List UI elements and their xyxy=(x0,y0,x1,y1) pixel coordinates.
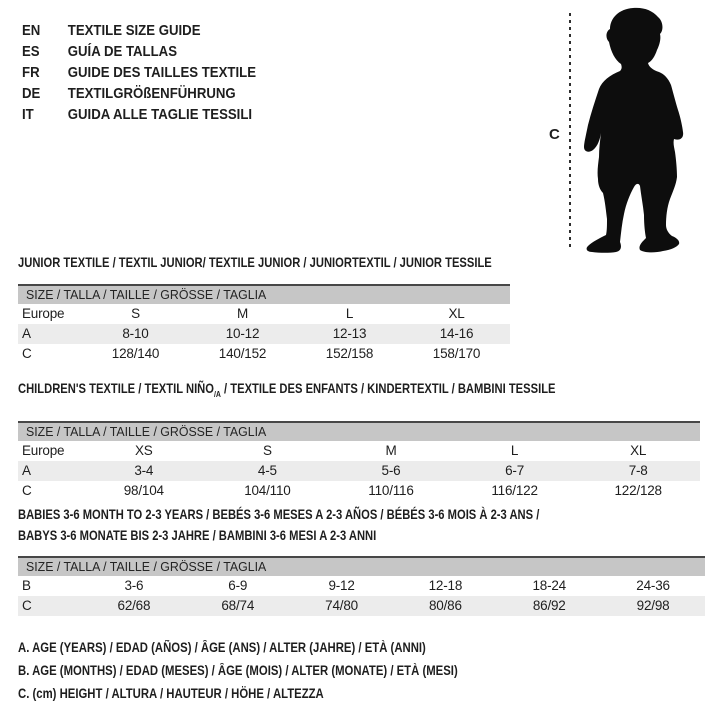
section-title-line: JUNIOR TEXTILE / TEXTIL JUNIOR/ TEXTILE JUNIOR / JUNIORTEXTIL / JUNIOR TESSILE xyxy=(18,254,492,270)
section-title xyxy=(18,381,564,402)
section-title-line: BABYS 3-6 MONATE BIS 2-3 JAHRE / BAMBINI 3-6 MESI A 2-3 ANNI xyxy=(18,527,377,543)
legend-note: B. AGE (MONTHS) / EDAD (MESES) / ÂGE (MOIS) / ALTER (MONATE) / ETÀ (MESI) xyxy=(18,663,458,678)
table-cell: 6-9 xyxy=(228,578,248,593)
table-cell: 98/104 xyxy=(123,482,164,498)
size-table xyxy=(18,284,510,364)
table-cell: 8-10 xyxy=(122,326,149,341)
table-cell: 4-5 xyxy=(257,462,277,478)
table-cell: 122/128 xyxy=(614,482,662,498)
table-cell: 152/158 xyxy=(325,346,374,361)
row-label: C xyxy=(22,482,32,498)
table-cell: 68/74 xyxy=(221,598,255,613)
language-row xyxy=(22,62,256,83)
size-table xyxy=(18,421,700,501)
legend-note: A. AGE (YEARS) / EDAD (AÑOS) / ÂGE (ANS) / ALTER (JAHRE) / ETÀ (ANNI) xyxy=(18,640,426,655)
table-cell: 128/140 xyxy=(111,346,160,361)
table-cell: 92/98 xyxy=(636,598,670,613)
language-title: TEXTILGRÖßENFÜHRUNG xyxy=(67,85,236,102)
language-title: GUIDA ALLE TAGLIE TESSILI xyxy=(67,106,253,123)
table-cell: 3-4 xyxy=(134,462,154,478)
table-row xyxy=(18,324,510,344)
table-cell: 158/170 xyxy=(432,346,481,361)
table-cell: XS xyxy=(134,442,153,458)
toddler-silhouette-icon xyxy=(583,4,703,254)
table-cell: 9-12 xyxy=(328,578,355,593)
table-cell: 86/92 xyxy=(532,598,566,613)
table-row xyxy=(18,481,700,501)
table-cell: 18-24 xyxy=(532,578,566,593)
row-label: Europe xyxy=(22,442,65,458)
size-table-header xyxy=(18,421,700,441)
section-title-line: BABIES 3-6 MONTH TO 2-3 YEARS / BEBÉS 3-6 MESES A 2-3 AÑOS / BÉBÉS 3-6 MOIS À 2-3 ANS / xyxy=(18,506,540,522)
table-cell: 104/110 xyxy=(244,482,291,498)
table-cell: L xyxy=(345,306,354,321)
language-row xyxy=(22,41,256,62)
table-cell: 140/152 xyxy=(218,346,267,361)
table-cell: M xyxy=(236,306,249,321)
size-header-label: SIZE / TALLA / TAILLE / GRÖSSE / TAGLIA xyxy=(26,287,267,302)
table-cell: 12-13 xyxy=(332,326,367,341)
size-header-label: SIZE / TALLA / TAILLE / GRÖSSE / TAGLIA xyxy=(26,423,267,439)
row-label: C xyxy=(22,598,32,613)
language-title: GUIDE DES TAILLES TEXTILE xyxy=(67,64,256,81)
table-row xyxy=(18,596,705,616)
table-cell: M xyxy=(385,442,397,458)
table-cell: 12-18 xyxy=(428,578,463,593)
table-row xyxy=(18,576,705,596)
table-cell: XL xyxy=(448,306,465,321)
size-table-header xyxy=(18,284,510,304)
table-cell: 7-8 xyxy=(628,462,648,478)
size-header-label: SIZE / TALLA / TAILLE / GRÖSSE / TAGLIA xyxy=(26,559,267,574)
language-code: DE xyxy=(22,85,41,102)
row-label: A xyxy=(22,462,31,478)
height-measure-label: C xyxy=(549,126,560,143)
row-label: C xyxy=(22,346,32,361)
table-cell: 116/122 xyxy=(491,482,538,498)
table-cell: 74/80 xyxy=(325,598,358,613)
language-title-list xyxy=(22,20,288,125)
row-label: Europe xyxy=(22,306,65,321)
table-row xyxy=(18,441,700,461)
language-row xyxy=(22,20,256,41)
table-cell: 6-7 xyxy=(505,462,525,478)
table-cell: S xyxy=(131,306,140,321)
legend-note: C. (cm) HEIGHT / ALTURA / HAUTEUR / HÖHE / ALTEZZA xyxy=(18,686,324,701)
junior-textile-section xyxy=(18,255,610,364)
language-code: IT xyxy=(22,106,34,123)
table-cell: 3-6 xyxy=(124,578,144,593)
table-row xyxy=(18,344,510,364)
language-row xyxy=(22,104,256,125)
table-cell: XL xyxy=(630,442,647,458)
row-label: A xyxy=(22,326,31,341)
section-title xyxy=(18,504,568,546)
language-code: FR xyxy=(22,64,40,81)
section-title xyxy=(18,255,492,270)
table-cell: 14-16 xyxy=(439,326,474,341)
size-table-header xyxy=(18,556,705,576)
table-cell: 80/86 xyxy=(429,598,462,613)
table-row xyxy=(18,304,510,324)
language-code: ES xyxy=(22,43,40,60)
table-row xyxy=(18,461,700,481)
legend-notes xyxy=(18,636,541,705)
table-cell: L xyxy=(510,442,519,458)
babies-section xyxy=(18,504,705,616)
size-table xyxy=(18,556,705,616)
section-title-line: CHILDREN'S TEXTILE / TEXTIL $NIÑO_{/A}$ / TEXTILE DES ENFANTS / KINDERTEXTIL / BAMBINI TESSILE xyxy=(18,380,556,399)
table-cell: 10-12 xyxy=(225,326,260,341)
table-cell: 5-6 xyxy=(381,462,401,478)
height-measure-line xyxy=(569,13,571,251)
language-row xyxy=(22,83,256,104)
table-cell: S xyxy=(262,442,272,458)
table-cell: 24-36 xyxy=(636,578,670,593)
language-title: GUÍA DE TALLAS xyxy=(67,43,178,60)
table-cell: 110/116 xyxy=(368,482,414,498)
row-label: B xyxy=(22,578,31,593)
language-code: EN xyxy=(22,22,41,39)
children-textile-section xyxy=(18,381,700,501)
table-cell: 62/68 xyxy=(117,598,151,613)
language-title: TEXTILE SIZE GUIDE xyxy=(67,22,201,39)
